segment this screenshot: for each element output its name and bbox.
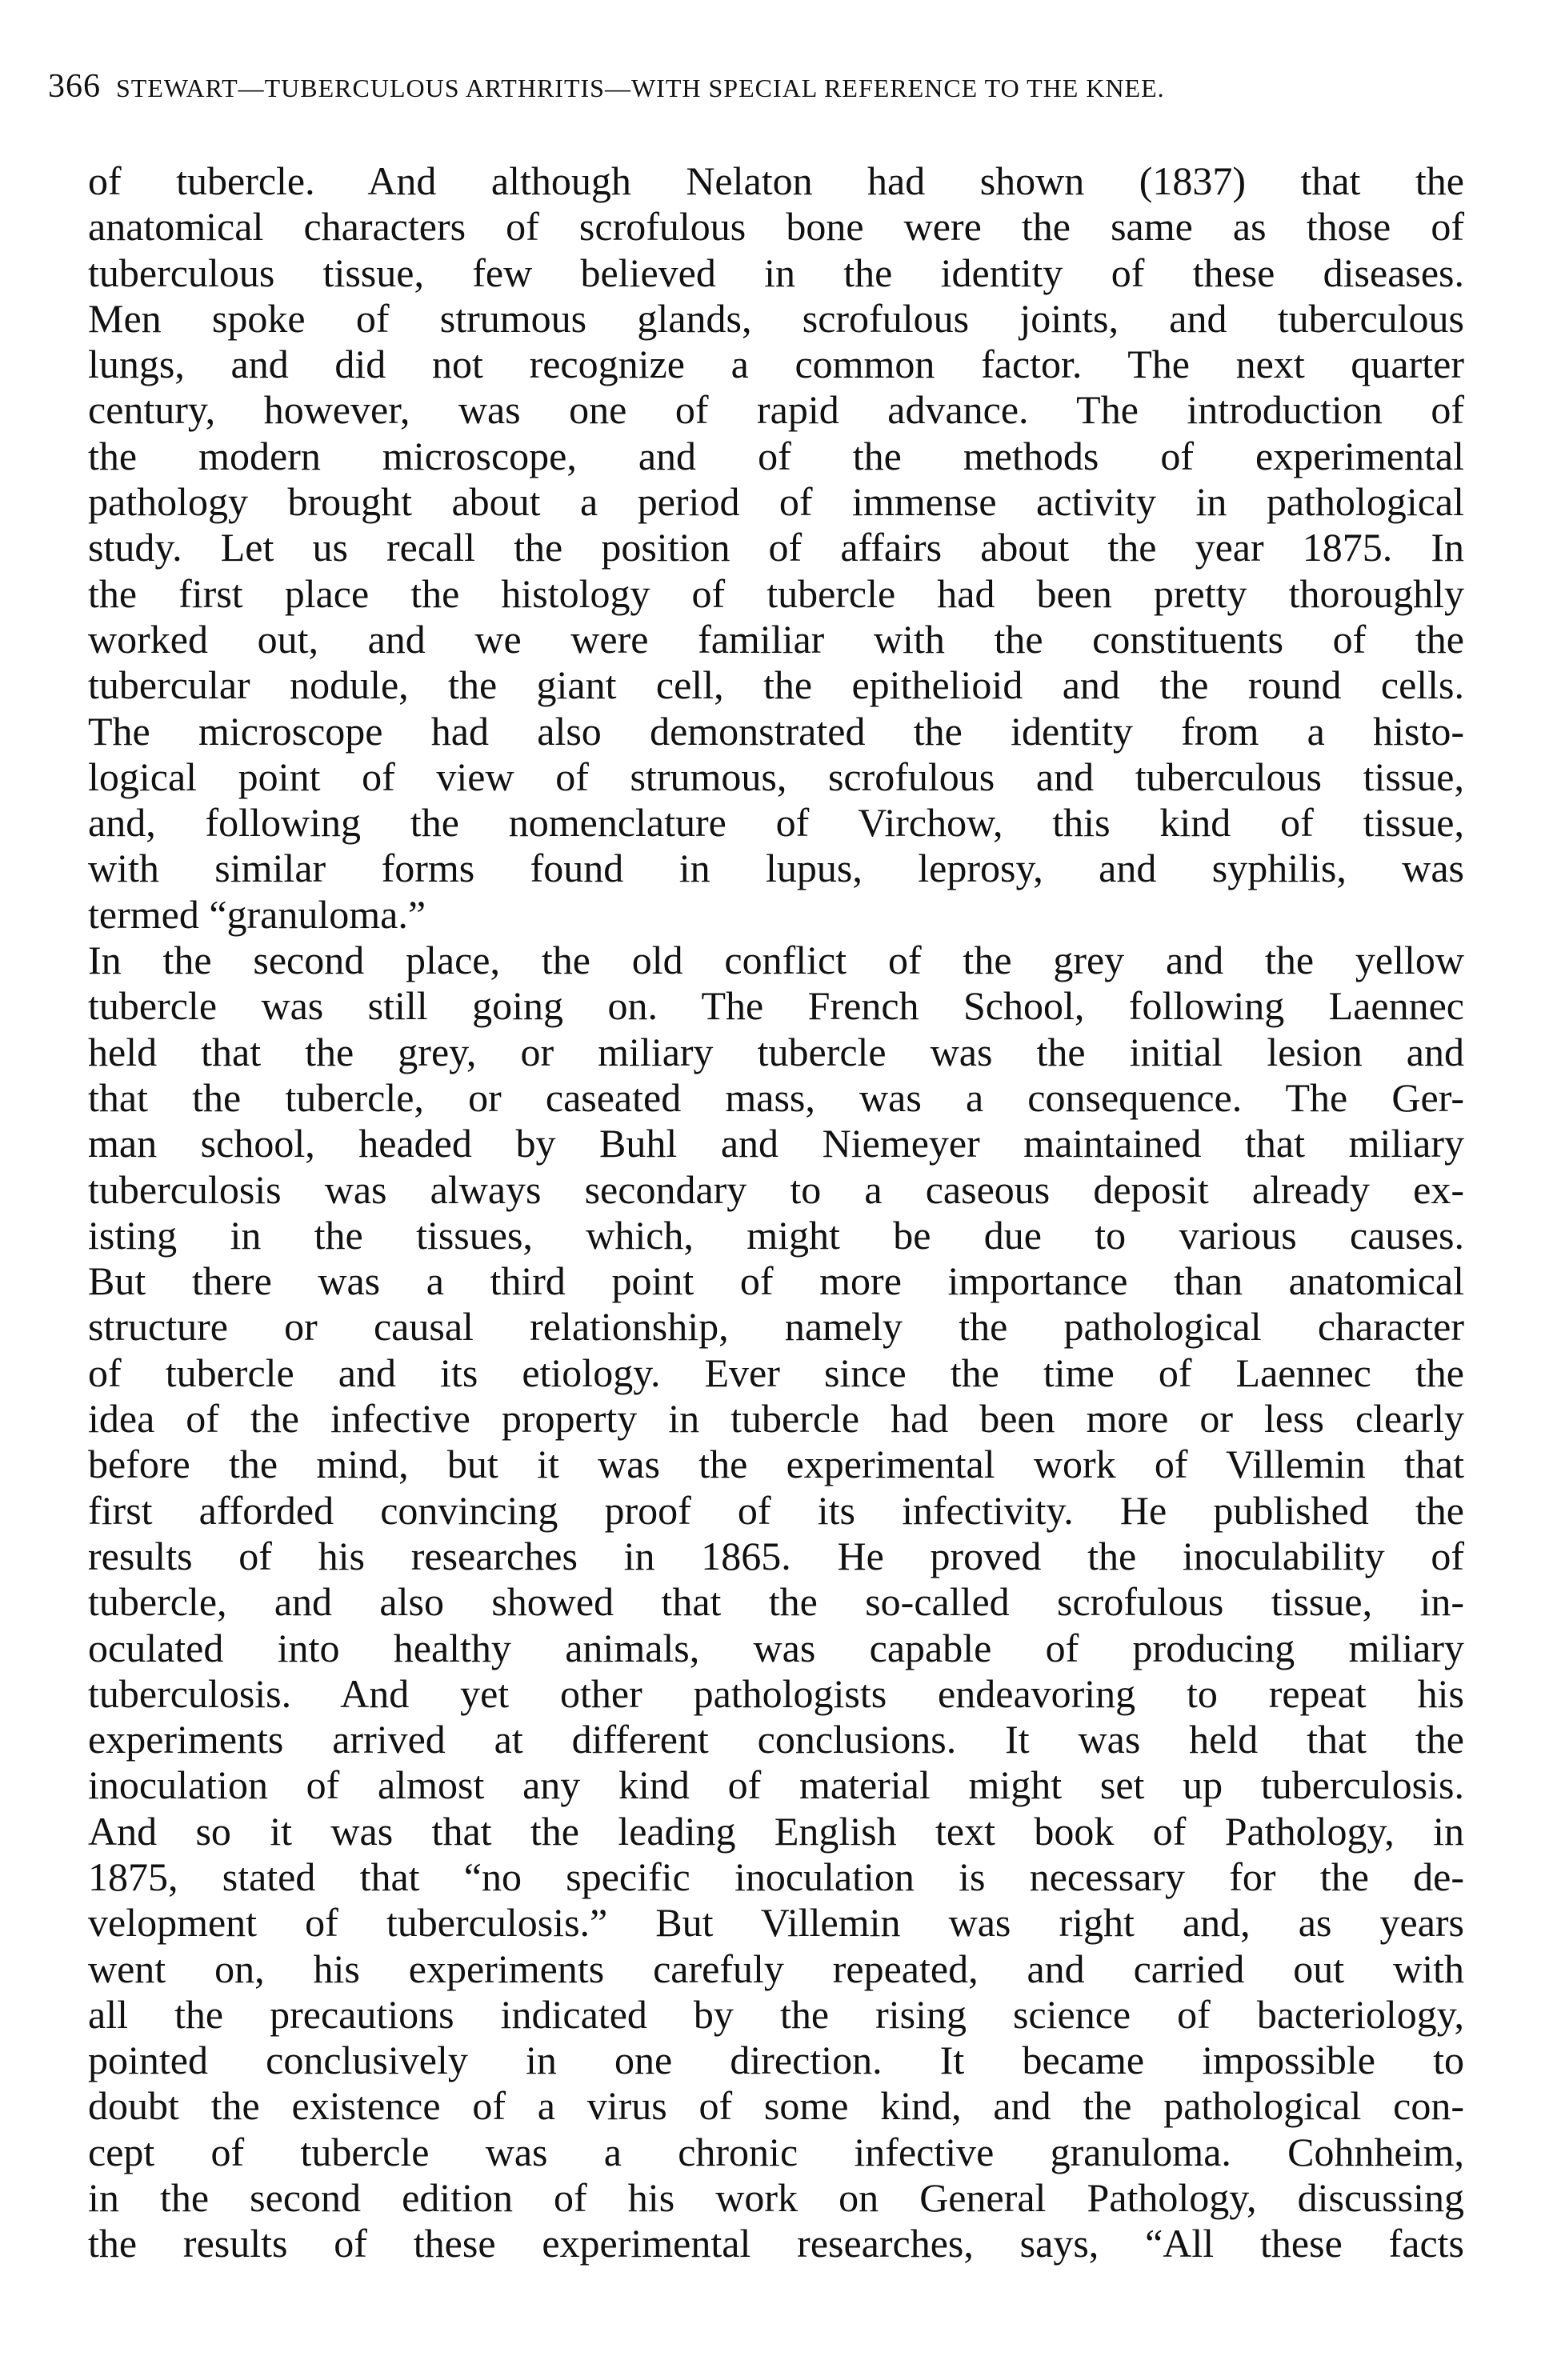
text-line: lungs, and did not recognize a common factor. The next quarter <box>88 342 1464 387</box>
text-line: of tubercle. And although Nelaton had shown (1837) that the <box>88 158 1464 203</box>
text-line: the modern microscope, and of the methods of experimental <box>88 433 1464 478</box>
text-line: idea of the infective property in tubercle had been more or less clearly <box>88 1396 1464 1442</box>
text-line: in the second edition of his work on General Pathology, discussing <box>88 2175 1464 2221</box>
text-line: The microscope had also demonstrated the identity from a histo- <box>88 708 1464 754</box>
running-head <box>48 70 1456 104</box>
text-line: first afforded convincing proof of its infectivity. He published the <box>88 1487 1464 1533</box>
text-line: 1875, stated that “no specific inoculation is necessary for the de- <box>88 1854 1464 1899</box>
text-line: tuberculous tissue, few believed in the identity of these diseases. <box>88 250 1464 295</box>
text-line: logical point of view of strumous, scrofulous and tuberculous tissue, <box>88 754 1464 799</box>
text-line: worked out, and we were familiar with the constituents of the <box>88 616 1464 662</box>
text-line: But there was a third point of more importance than anatomical <box>88 1258 1464 1304</box>
text-line: velopment of tuberculosis.” But Villemin was right and, as years <box>88 1900 1464 1946</box>
text-line: tubercular nodule, the giant cell, the epithelioid and the round cells. <box>88 662 1464 708</box>
text-line: experiments arrived at different conclusions. It was held that the <box>88 1717 1464 1762</box>
text-line: results of his researches in 1865. He proved the inoculability of <box>88 1533 1464 1578</box>
text-line: that the tubercle, or caseated mass, was a consequence. The Ger- <box>88 1074 1464 1120</box>
text-line: tuberculosis was always secondary to a caseous deposit already ex- <box>88 1166 1464 1212</box>
text-line: anatomical characters of scrofulous bone were the same as those of <box>88 204 1464 250</box>
text-line: oculated into healthy animals, was capable of producing miliary <box>88 1625 1464 1670</box>
text-line: tubercle was still going on. The French School, following Laennec <box>88 983 1464 1029</box>
text-line: pathology brought about a period of immense activity in pathological <box>88 479 1464 525</box>
text-line: termed “granuloma.” <box>88 891 426 937</box>
text-line: of tubercle and its etiology. Ever since the time of Laennec the <box>88 1350 1464 1395</box>
text-line: the results of these experimental researches, says, “All these facts <box>88 2221 1464 2266</box>
text-line: man school, headed by Buhl and Niemeyer maintained that miliary <box>88 1121 1464 1166</box>
text-line: held that the grey, or miliary tubercle was the initial lesion and <box>88 1029 1464 1074</box>
text-line: Men spoke of strumous glands, scrofulous joints, and tuberculous <box>88 295 1464 341</box>
paragraph-start-line: In the second place, the old conflict of the grey and the yellow <box>88 938 1464 983</box>
text-line: before the mind, but it was the experimental work of Villemin that <box>88 1442 1464 1487</box>
text-line: isting in the tissues, which, might be due to various causes. <box>88 1212 1464 1258</box>
text-line: pointed conclusively in one direction. It became impossible to <box>88 2038 1464 2083</box>
text-line: the first place the histology of tubercle had been pretty thoroughly <box>88 570 1464 616</box>
text-line: inoculation of almost any kind of material might set up tuberculosis. <box>88 1762 1464 1808</box>
text-line: structure or causal relationship, namely the pathological character <box>88 1304 1464 1350</box>
text-line: doubt the existence of a virus of some kind, and the pathological con- <box>88 2083 1464 2129</box>
page-number: 366 <box>48 68 101 105</box>
text-line: And so it was that the leading English text book of Pathology, in <box>88 1808 1464 1854</box>
text-line: cept of tubercle was a chronic infective granuloma. Cohnheim, <box>88 2129 1464 2174</box>
text-line: century, however, was one of rapid advance. The introduction of <box>88 387 1464 433</box>
text-line: tubercle, and also showed that the so-called scrofulous tissue, in- <box>88 1579 1464 1625</box>
text-line: went on, his experiments carefuly repeated, and carried out with <box>88 1946 1464 1991</box>
text-line: all the precautions indicated by the rising science of bacteriology, <box>88 1991 1464 2037</box>
text-line: study. Let us recall the position of affairs about the year 1875. In <box>88 525 1464 570</box>
text-line: with similar forms found in lupus, leprosy, and syphilis, was <box>88 846 1464 891</box>
running-title: STEWART—TUBERCULOUS ARTHRITIS—WITH SPECIAL REFERENCE TO THE KNEE. <box>116 74 1165 102</box>
text-line: and, following the nomenclature of Virchow, this kind of tissue, <box>88 800 1464 846</box>
body-text <box>88 158 1464 2267</box>
text-line: tuberculosis. And yet other pathologists endeavoring to repeat his <box>88 1670 1464 1716</box>
